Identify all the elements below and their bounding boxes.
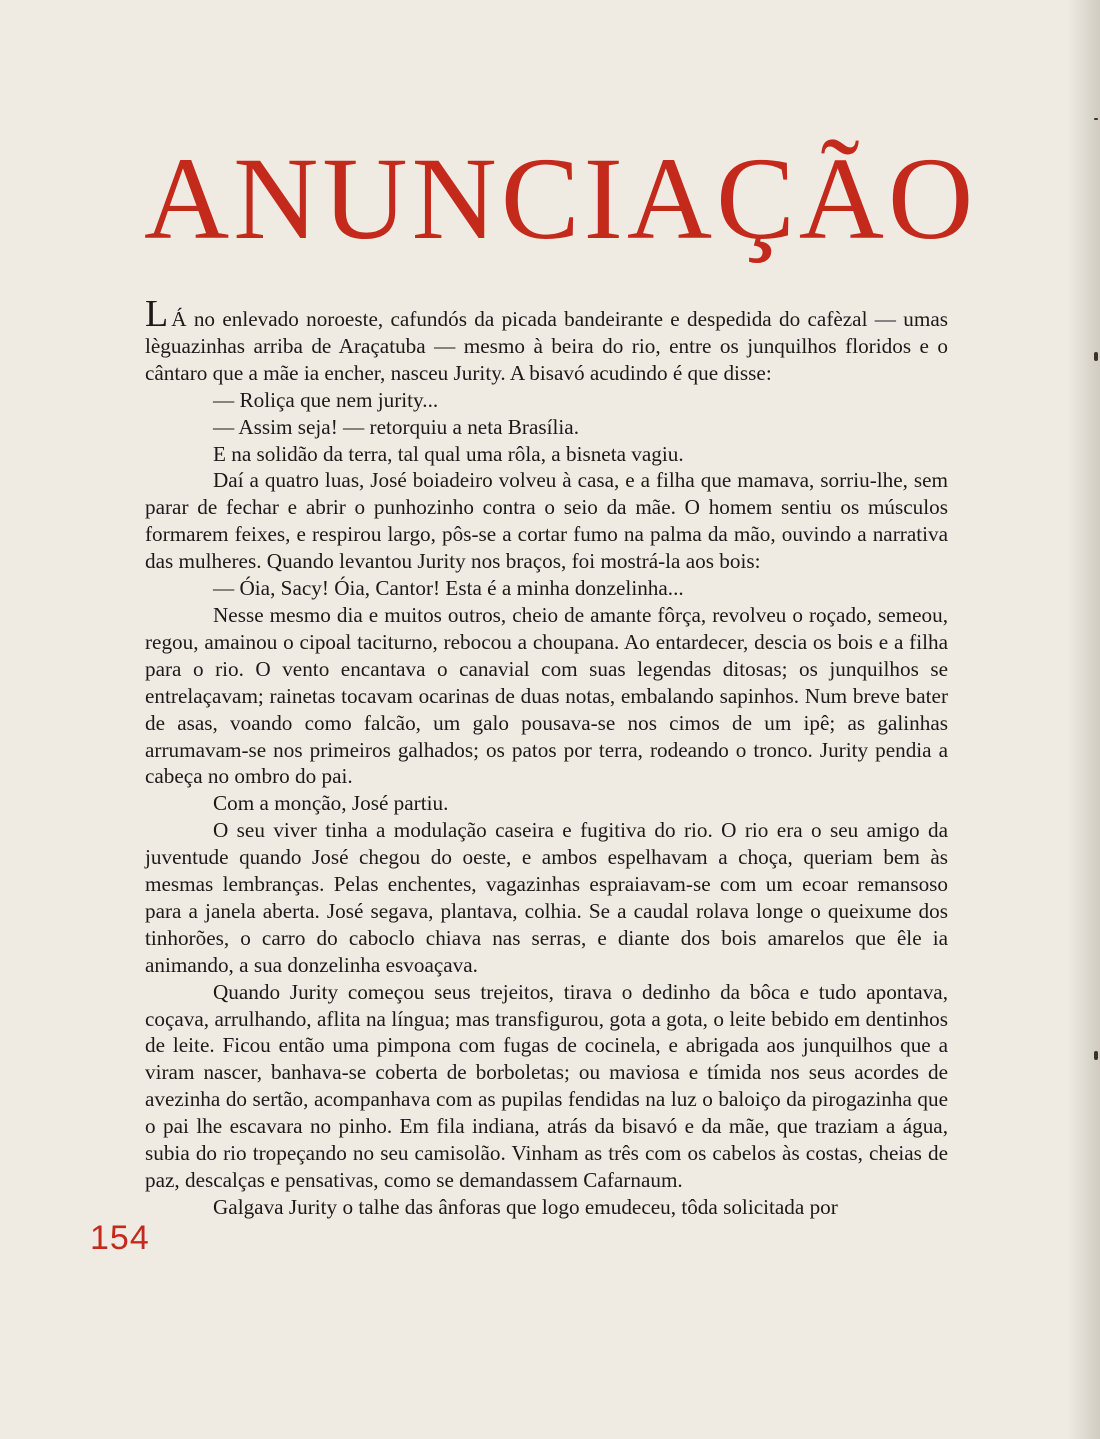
paragraph: Com a monção, José partiu. [213, 791, 449, 816]
chapter-body [145, 293, 948, 1221]
paragraph-text: Á no enlevado noroeste, cafundós da picada bandeirante e despedida do cafèzal — umas lèguazinhas arriba de Araçatuba — mesmo à beira do rio, entre os junquilhos floridos e o cântaro que a mãe ia encher, nasceu Jurity. A bisavó acudindo é que disse: [145, 307, 948, 385]
paragraph: Nesse mesmo dia e muitos outros, cheio de amante fôrça, revolveu o roçado, semeou, regou, amainou o cipoal taciturno, rebocou a choupana. Ao entardecer, descia os bois e a filha para o rio. O vento encantava o canavial com suas legendas ditosas; os junquilhos se entrelaçavam; rainetas tocavam ocarinas de duas notas, embalando sapinhos. Num breve bater de asas, voando como falcão, um galo pousava-se nos cimos de um ipê; as galinhas arrumavam-se nos primeiros galhados; os patos por terra, rodeando o tronco. Jurity pendia a cabeça no ombro do pai. [145, 602, 948, 789]
paragraph-opening [145, 293, 948, 387]
paragraph: Quando Jurity começou seus trejeitos, tirava o dedinho da bôca e tudo apontava, coçava, arrulhando, aflita na língua; mas transfigurou, gota a gota, o leite bebido em dentinhos de leite. Ficou então uma pimpona com fugas de cocinela, e abrigada aos junquilhos que a viram nascer, banhava-se coberta de borboletas; ou maviosa e tímida nos seus acordes de avezinha do sertão, acompanhava com as pupilas fendidas na luz o baloiço da pirogazinha que o pai lhe escavara no pinho. Em fila indiana, atrás da bisavó e da mãe, que traziam a água, subia do rio tropeçando no seu camisolão. Vinham as três com os cabelos às costas, cheias de paz, descalças e pensativas, como se demandassem Cafarnaum. [145, 979, 948, 1192]
paragraph-dialogue: — Roliça que nem jurity... [213, 387, 439, 412]
paragraph: Daí a quatro luas, José boiadeiro volveu à casa, e a filha que mamava, sorriu-lhe, sem parar de fechar e abrir o punhozinho contra o seio da mãe. O homem sentiu os músculos formarem feixes, e respirou largo, pôs-se a cortar fumo na palma da mão, ouvindo a narrativa das mulheres. Quando levantou Jurity nos braços, foi mostrá-la aos bois: [145, 468, 948, 574]
page-number: 154 [90, 1219, 150, 1257]
page-edge-mark [1094, 352, 1098, 361]
paragraph-dialogue: — Óia, Sacy! Óia, Cantor! Esta é a minha donzelinha... [213, 576, 684, 601]
drop-cap: L [145, 293, 169, 335]
page-edge-mark [1094, 1051, 1098, 1060]
paragraph-continued: Galgava Jurity o talhe das ânforas que logo emudeceu, tôda solicitada por [213, 1194, 838, 1219]
paragraph: O seu viver tinha a modulação caseira e fugitiva do rio. O rio era o seu amigo da juventude quando José chegou do oeste, e ambos espelhavam a choça, queriam bem às mesmas lembranças. Pelas enchentes, vagazinhas espraiavam-se com um ecoar remansoso para a janela aberta. José segava, plantava, colhia. Se a caudal rolava longe o queixume dos tinhorões, o carro do caboclo chiava nas serras, e diante dos bois amarelos que êle ia animando, a sua donzelinha esvoaçava. [145, 818, 948, 977]
paragraph-dialogue: — Assim seja! — retorquiu a neta Brasília. [213, 414, 579, 439]
paragraph: E na solidão da terra, tal qual uma rôla, a bisneta vagiu. [213, 441, 684, 466]
chapter-title: ANUNCIAÇÃO [144, 133, 978, 264]
page-edge-mark [1094, 118, 1098, 120]
